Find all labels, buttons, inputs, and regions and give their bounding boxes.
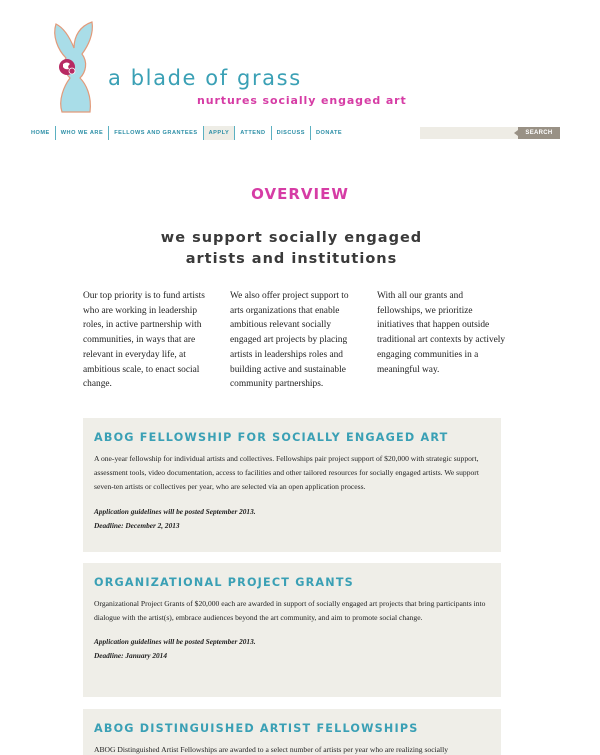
headline bbox=[0, 228, 583, 270]
overview-column-3: With all our grants and fellowships, we prioritize initiatives that happen outside traditional art contexts by actively engaging communities in a meaningful way. bbox=[377, 291, 506, 375]
main-nav bbox=[26, 126, 347, 140]
nav-apply[interactable]: APPLY bbox=[204, 126, 236, 140]
grant-deadline: Deadline: January 2014 bbox=[94, 651, 167, 661]
search-input[interactable] bbox=[420, 127, 518, 139]
headline-line-2: artists and institutions bbox=[185, 251, 398, 267]
nav-donate[interactable]: DONATE bbox=[315, 130, 343, 136]
site-tagline: nurtures socially engaged art bbox=[197, 94, 407, 107]
grant-title[interactable]: ORGANIZATIONAL PROJECT GRANTS bbox=[94, 576, 354, 589]
logo-icon[interactable] bbox=[44, 20, 104, 116]
overview-column-2: We also offer project support to arts organizations that enable ambitious relevant socially engaged art projects by placing artists in leaderships roles and building active and sustainable community partnerships. bbox=[230, 291, 349, 390]
grant-description: A one-year fellowship for individual artists and collectives. Fellowships pair project support of $20,000 with strategic support, assessment tools, video documentation, access to facilities and other tailored resources for socially engaged artists. We support seven-ten artists or collectives per year, who are selected via an open application process. bbox=[94, 454, 479, 492]
grant-card-organizational bbox=[83, 563, 501, 697]
grant-description: ABOG Distinguished Artist Fellowships are awarded to a select number of artists per year who are realizing socially bbox=[94, 745, 449, 754]
nav-discuss[interactable]: DISCUSS bbox=[272, 126, 311, 140]
section-title: OVERVIEW bbox=[251, 185, 349, 203]
nav-home[interactable]: HOME bbox=[26, 126, 56, 140]
grant-guidelines-note: Application guidelines will be posted September 2013. bbox=[94, 637, 256, 647]
overview-column-1: Our top priority is to fund artists who are working in leadership roles, in active partnership with communities, in ways that are relevant in everyday life, at ambitious scale, to enact social change. bbox=[83, 291, 205, 390]
grant-description: Organizational Project Grants of $20,000 each are awarded in support of socially engaged art projects that bring participants into dialogue with the artist(s), embrace audiences beyond the art community, and aim to promote social change. bbox=[94, 599, 486, 623]
grant-guidelines-note: Application guidelines will be posted September 2013. bbox=[94, 506, 256, 516]
search-button[interactable]: SEARCH bbox=[518, 127, 560, 139]
headline-line-1: we support socially engaged bbox=[160, 230, 423, 246]
nav-attend[interactable]: ATTEND bbox=[235, 126, 271, 140]
grant-card-distinguished bbox=[83, 709, 501, 755]
grant-title[interactable]: ABOG FELLOWSHIP FOR SOCIALLY ENGAGED ART bbox=[94, 431, 449, 444]
grant-card-fellowship bbox=[83, 418, 501, 552]
site-title[interactable]: a blade of grass bbox=[108, 66, 302, 90]
grant-deadline: Deadline: December 2, 2013 bbox=[94, 520, 180, 530]
grant-title[interactable]: ABOG DISTINGUISHED ARTIST FELLOWSHIPS bbox=[94, 722, 419, 735]
nav-fellows-and-grantees[interactable]: FELLOWS AND GRANTEES bbox=[109, 126, 203, 140]
nav-who-we-are[interactable]: WHO WE ARE bbox=[56, 126, 109, 140]
